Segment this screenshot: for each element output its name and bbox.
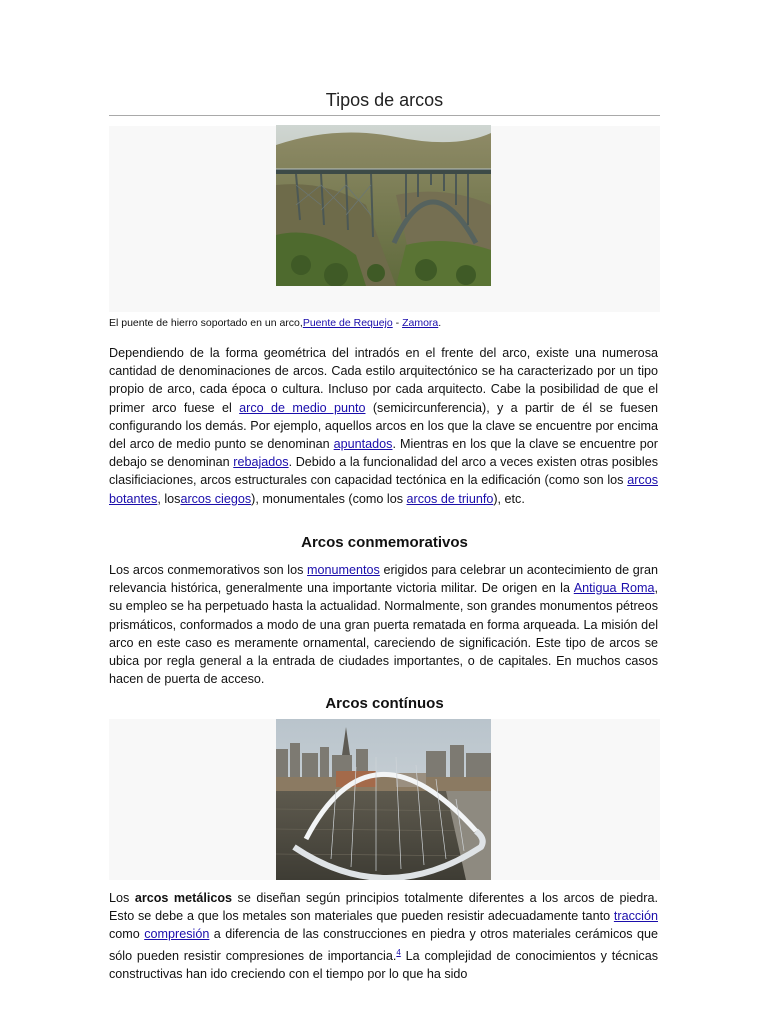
heading-arcos-continuos: Arcos contínuos bbox=[325, 695, 444, 712]
text-run: como bbox=[109, 927, 145, 942]
text-run: Dependiendo de la forma geométrica del intradós en el frente del arco, existe una numerosa cantidad de denominaciones de arcos. Cada estilo arquitectónico se ha caracterizado por un tipo propio de arco, cada época o cultura. Incluso por cada arquitecto. Cabe la posibilidad de que el primer arco fuese el bbox=[109, 346, 658, 415]
link-arcos-de-triunfo[interactable]: arcos de triunfo bbox=[406, 491, 494, 506]
caption-end: . bbox=[438, 317, 442, 329]
link-compresion[interactable]: compresión bbox=[144, 927, 210, 942]
caption-separator: - bbox=[392, 317, 403, 329]
link-antigua-roma[interactable]: Antigua Roma bbox=[573, 581, 655, 596]
text-run: . Debido a la funcionalidad del arco a veces existen otras posibles clasificiaciones, arcos estructurales con capacidad tectónica en la edificación (como son los bbox=[109, 455, 658, 488]
text-run: a diferencia de las construcciones en piedra y otros materiales cerámicos que sólo pueden resistir compresiones de importancia. bbox=[109, 927, 658, 963]
caption-text: El puente de hierro soportado en un arco, bbox=[109, 317, 303, 329]
paragraph-arcos-metalicos bbox=[109, 889, 658, 983]
text-run: erigidos para celebrar un acontecimiento de gran relevancia histórica, generalmente una importante victoria militar. De origen en la bbox=[109, 563, 658, 596]
arch-bridge-photo[interactable] bbox=[276, 719, 491, 880]
link-arcos-ciegos[interactable]: arcos ciegos bbox=[180, 491, 252, 506]
text-run: La complejidad de conocimientos y técnicas constructivas han ido creciendo con el tiempo por lo que ha sido bbox=[109, 948, 659, 981]
heading-arcos-conmemorativos: Arcos conmemorativos bbox=[301, 534, 468, 551]
title-divider bbox=[109, 115, 660, 116]
figure-1-caption bbox=[109, 317, 669, 329]
text-run: Los arcos conmemorativos son los bbox=[109, 563, 308, 577]
link-rebajados[interactable]: rebajados bbox=[233, 455, 289, 470]
link-monumentos[interactable]: monumentos bbox=[307, 563, 380, 577]
text-run: , los bbox=[157, 491, 181, 506]
text-run: . Mientras en los que la clave se encuentre por debajo se denominan bbox=[109, 437, 658, 470]
paragraph-conmemorativos bbox=[109, 561, 658, 688]
text-run: Los bbox=[109, 891, 135, 905]
bold-term: arcos metálicos bbox=[134, 891, 233, 905]
link-apuntados[interactable]: apuntados bbox=[333, 437, 393, 452]
text-run: ), monumentales (como los bbox=[251, 491, 407, 506]
link-puente-de-requejo[interactable]: Puente de Requejo bbox=[302, 317, 393, 329]
bridge-photo[interactable] bbox=[276, 125, 491, 286]
paragraph-intro bbox=[109, 344, 658, 508]
text-run: se diseñan según principios totalmente diferentes a los arcos de piedra. Esto se debe a que los metales son materiales que pueden resistir adecuadamente tanto bbox=[109, 891, 658, 924]
text-run: , su empleo se ha perpetuado hasta la actualidad. Normalmente, son grandes monumentos pétreos prismáticos, conformados a modo de una gran puerta rematada en forma arqueada. La misión del arco en este caso es meramente ornamental, careciendo de significación. Este tipo de arcos se ubica por regla general a la entrada de ciudades importantes, o de capitales. En muchos casos hacen de puerta de acceso. bbox=[109, 581, 659, 687]
reference-link[interactable]: 4 bbox=[396, 947, 401, 957]
text-run: (semicircunferencia), y a partir de él se fuesen configurando los demás. Por ejemplo, aquellos arcos en los que la clave se encuentre por encima del arco de medio punto se denominan bbox=[109, 400, 658, 452]
link-arcos-botantes[interactable]: arcos botantes bbox=[109, 473, 658, 506]
link-zamora[interactable]: Zamora bbox=[402, 317, 439, 329]
page-title: Tipos de arcos bbox=[325, 90, 444, 110]
link-traccion[interactable]: tracción bbox=[613, 909, 658, 924]
link-arco-de-medio-punto[interactable]: arco de medio punto bbox=[239, 400, 366, 415]
text-run: ), etc. bbox=[493, 491, 525, 506]
